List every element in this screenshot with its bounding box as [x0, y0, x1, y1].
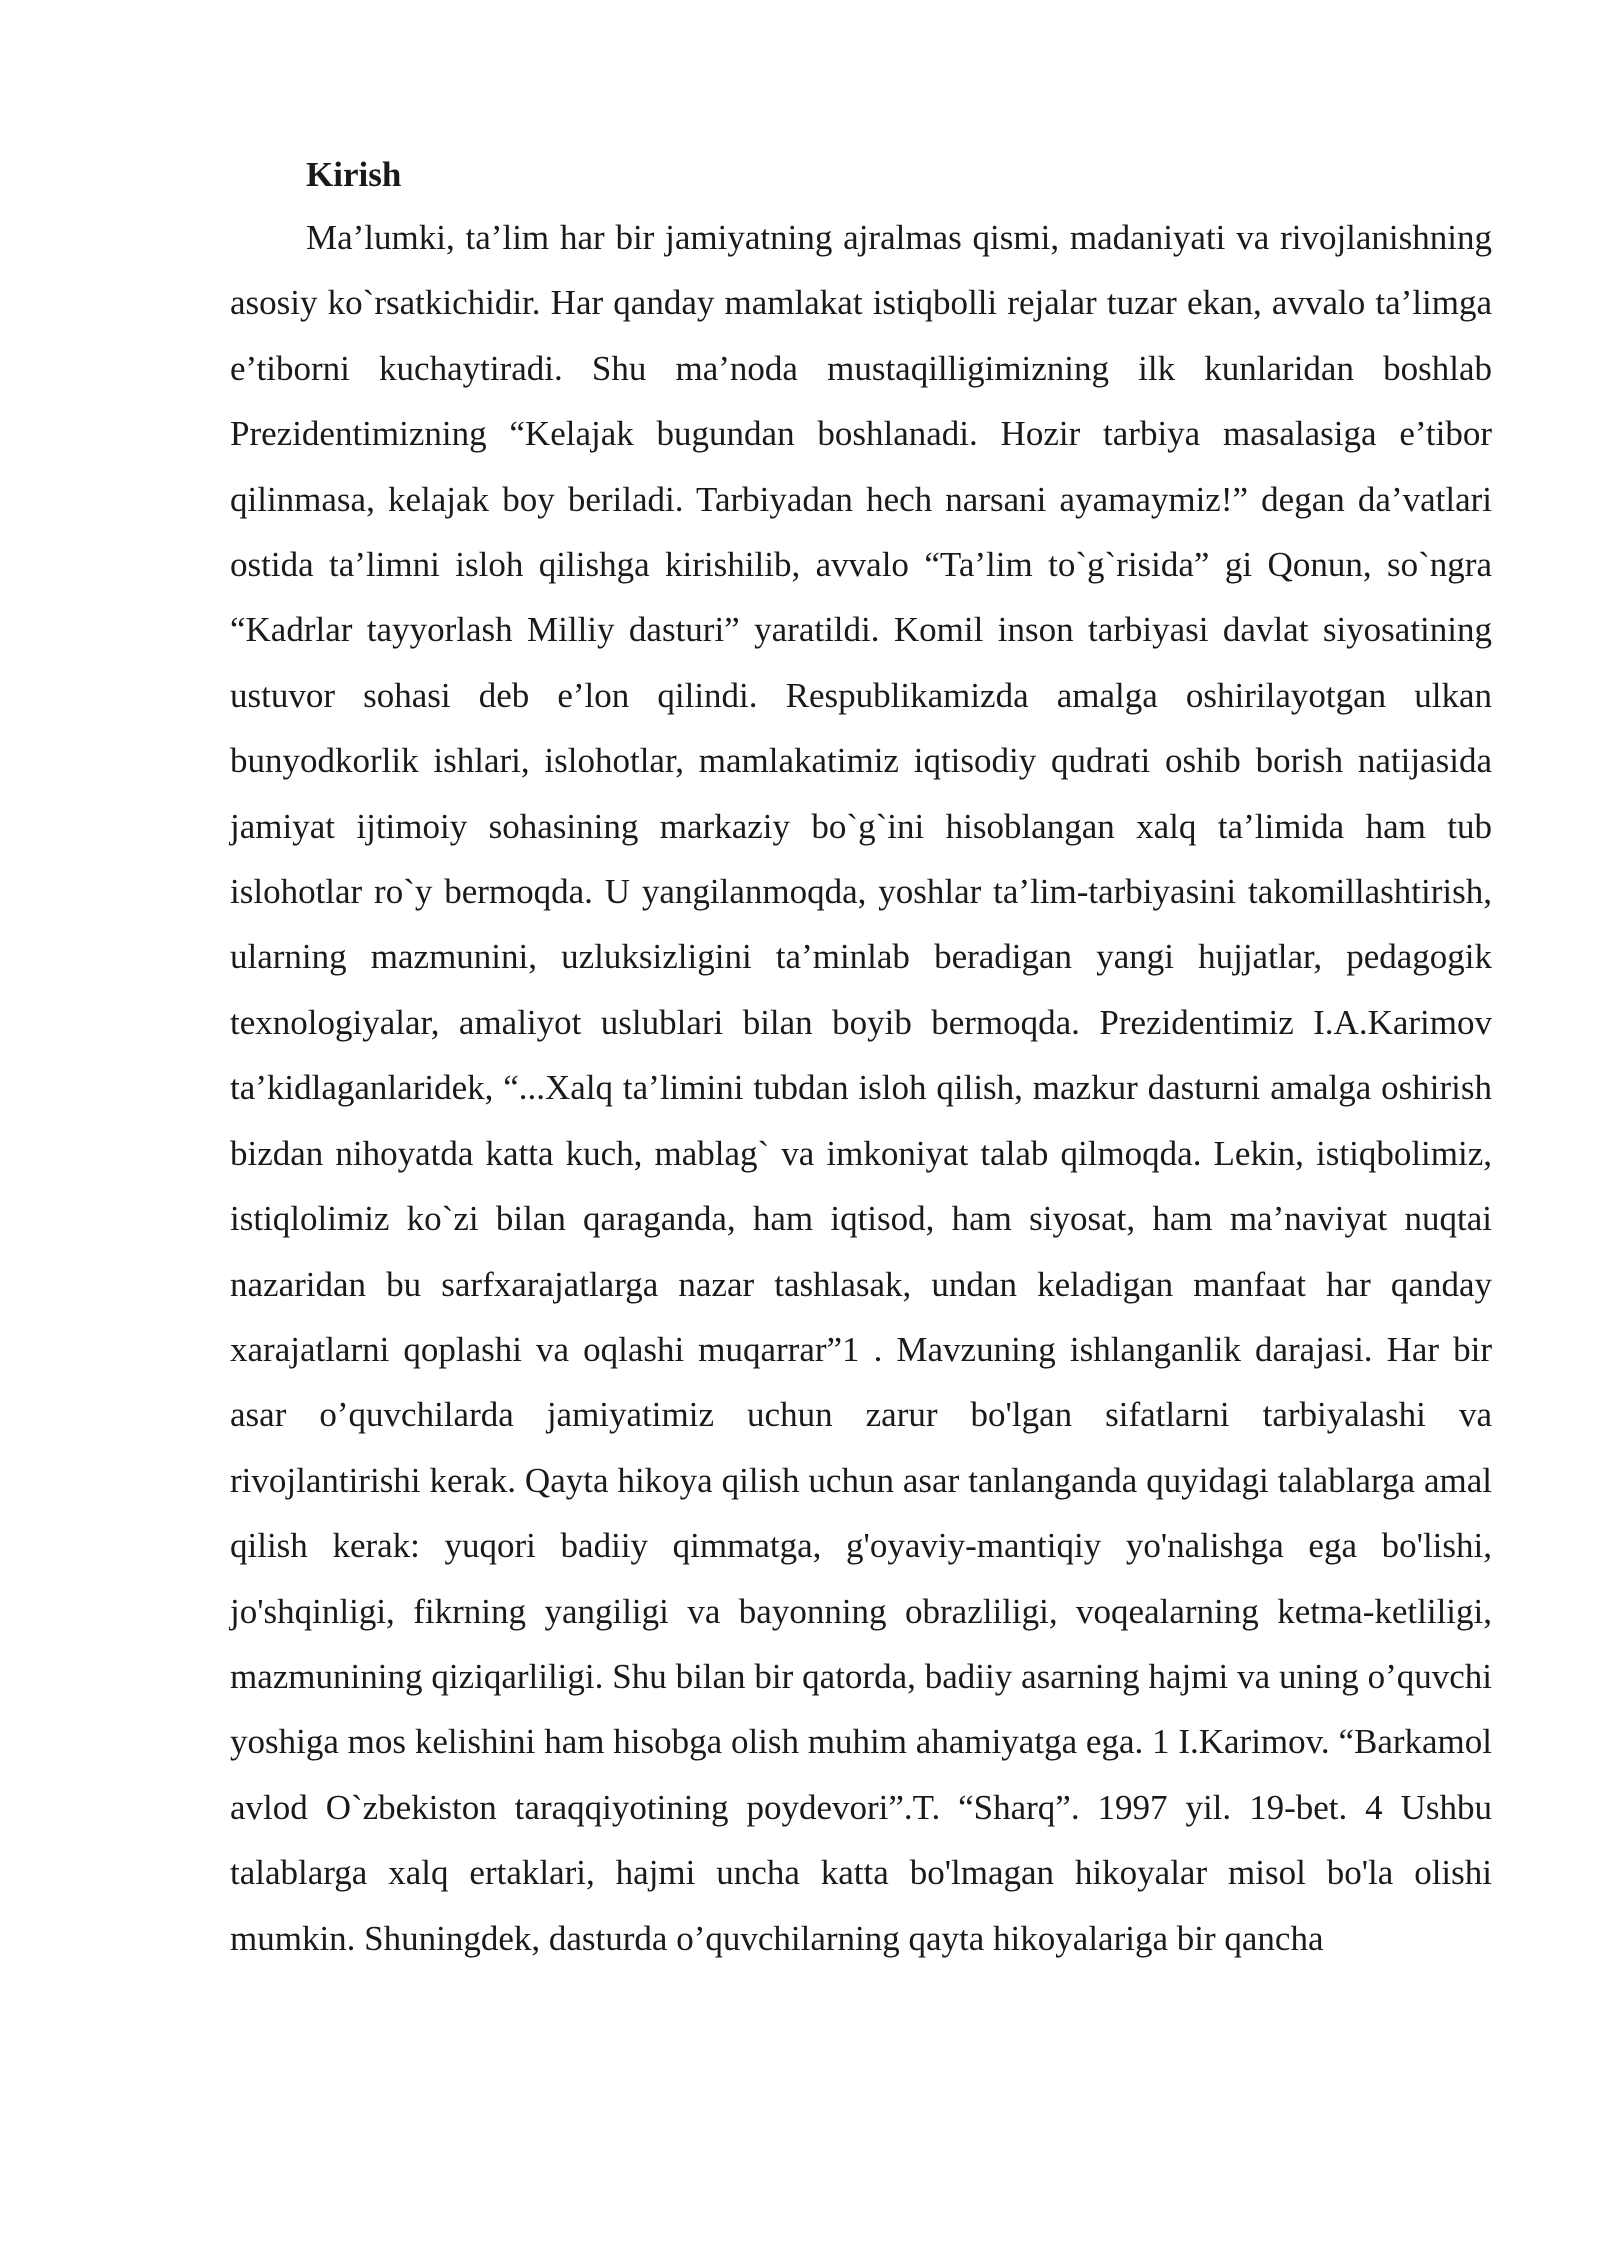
page-content [230, 145, 1492, 1971]
section-heading: Kirish [306, 155, 402, 194]
body-paragraph: Ma’lumki, ta’lim har bir jamiyatning ajralmas qismi, madaniyati va rivojlanishning asosiy ko`rsatkichidir. Har qanday mamlakat istiqbolli rejalar tuzar ekan, avvalo ta’limga e’tiborni kuchaytiradi. Shu ma’noda mustaqilligimizning ilk kunlaridan boshlab Prezidentimizning “Kelajak bugundan boshlanadi. Hozir tarbiya masalasiga e’tibor qilinmasa, kelajak boy beriladi. Tarbiyadan hech narsani ayamaymiz!” degan da’vatlari ostida ta’limni isloh qilishga kirishilib, avvalo “Ta’lim to`g`risida” gi Qonun, so`ngra “Kadrlar tayyorlash Milliy dasturi” yaratildi. Komil inson tarbiyasi davlat siyosatining ustuvor sohasi deb e’lon qilindi. Respublikamizda amalga oshirilayotgan ulkan bunyodkorlik ishlari, islohotlar, mamlakatimiz iqtisodiy qudrati oshib borish natijasida jamiyat ijtimoiy sohasining markaziy bo`g`ini hisoblangan xalq ta’limida ham tub islohotlar ro`y bermoqda. U yangilanmoqda, yoshlar ta’lim-tarbiyasini takomillashtirish, ularning mazmunini, uzluksizligini ta’minlab beradigan yangi hujjatlar, pedagogik texnologiyalar, amaliyot uslublari bilan boyib bermoqda. Prezidentimiz I.A.Karimov ta’kidlaganlaridek, “...Xalq ta’limini tubdan isloh qilish, mazkur dasturni amalga oshirish bizdan nihoyatda katta kuch, mablag` va imkoniyat talab qilmoqda. Lekin, istiqbolimiz, istiqlolimiz ko`zi bilan qaraganda, ham iqtisod, ham siyosat, ham ma’naviyat nuqtai nazaridan bu sarfxarajatlarga nazar tashlasak, undan keladigan manfaat har qanday xarajatlarni qoplashi va oqlashi muqarrar”1 . Mavzuning ishlanganlik darajasi. Har bir asar o’quvchilarda jamiyatimiz uchun zarur bo'lgan sifatlarni tarbiyalashi va rivojlantirishi kerak. Qayta hikoya qilish uchun asar tanlanganda quyidagi talablarga amal qilish kerak: yuqori badiiy qimmatga, g'oyaviy-mantiqiy yo'nalishga ega bo'lishi, jo'shqinligi, fikrning yangiligi va bayonning obrazliligi, voqealarning ketma-ketliligi, mazmunining qiziqarliligi. Shu bilan bir qatorda, badiiy asarning hajmi va uning o’quvchi yoshiga mos kelishini ham hisobga olish muhim ahamiyatga ega. 1 I.Karimov. “Barkamol avlod O`zbekiston taraqqiyotining poydevori”.T. “Sharq”. 1997 yil. 19-bet. 4 Ushbu talablarga xalq ertaklari, hajmi uncha katta bo'lmagan hikoyalar misol bo'la olishi mumkin. Shuningdek, dasturda o’quvchilarning qayta hikoyalariga bir qancha [230, 218, 1492, 1958]
